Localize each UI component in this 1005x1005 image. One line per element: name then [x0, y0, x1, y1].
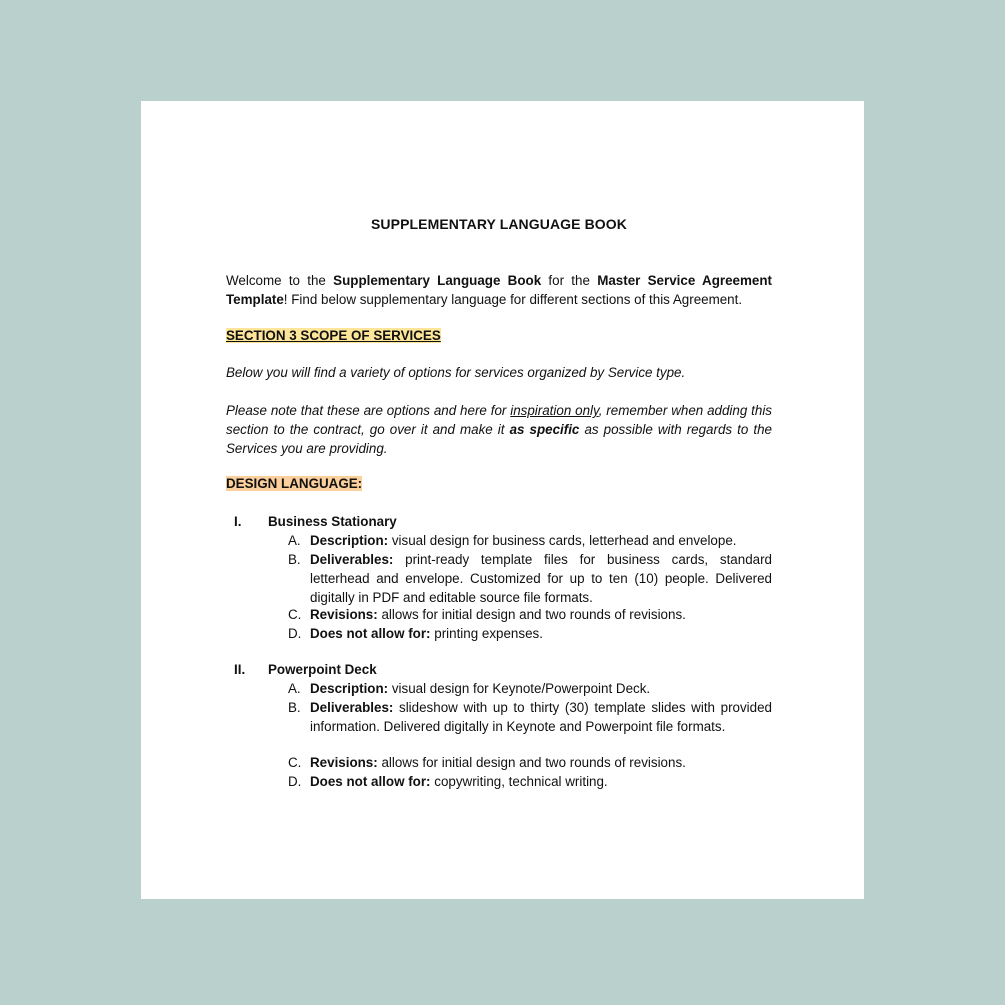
item-title: Powerpoint Deck	[268, 662, 377, 677]
sub-letter: A.	[288, 533, 301, 548]
sub-item-revisions	[310, 753, 772, 772]
sub-label: Revisions:	[310, 755, 378, 770]
intro-text-1: Welcome to the	[226, 273, 334, 288]
note-text-2: , remember when adding this section to the contract, go over it and make it	[226, 403, 772, 437]
sub-letter: D.	[288, 774, 302, 789]
item-title: Business Stationary	[268, 514, 397, 529]
sub-label: Does not allow for:	[310, 626, 431, 641]
section-3-heading: SECTION 3 SCOPE OF SERVICES	[226, 328, 441, 343]
sub-letter: C.	[288, 607, 302, 622]
sub-letter: C.	[288, 755, 302, 770]
sub-text: allows for initial design and two rounds of revisions.	[377, 755, 686, 770]
document-page	[141, 101, 864, 899]
sub-item-not-allowed	[310, 624, 772, 643]
intro-bold-2: Master Service Agreement Template	[226, 273, 772, 307]
sub-item-not-allowed	[310, 772, 772, 791]
sub-label: Deliverables:	[310, 700, 394, 715]
sub-text: visual design for Keynote/Powerpoint Deck.	[388, 681, 651, 696]
intro-paragraph	[226, 271, 772, 309]
intro-text-3: ! Find below supplementary language for different sections of this Agreement.	[283, 292, 743, 307]
sub-text: visual design for business cards, letterhead and envelope.	[388, 533, 737, 548]
note-text-3: as possible with regards to the Services you are providing.	[226, 422, 773, 456]
item-numeral: I.	[234, 514, 242, 529]
item-numeral: II.	[234, 662, 246, 677]
sub-text: slideshow with up to thirty (30) template slides with provided information. Delivered digitally in Keynote and Powerpoint file formats.	[310, 700, 772, 734]
sub-item-deliverables	[310, 550, 772, 607]
sub-text: print-ready template files for business cards, standard letterhead and envelope. Customized for up to ten (10) people. Delivered digitally in PDF and editable source file formats.	[310, 552, 772, 605]
sub-label: Description:	[310, 533, 389, 548]
note-bold: as specific	[509, 422, 580, 437]
sub-letter: A.	[288, 681, 301, 696]
note-paragraph	[226, 401, 772, 458]
sub-letter: D.	[288, 626, 302, 641]
intro-text-2: for the	[541, 273, 598, 288]
sub-label: Revisions:	[310, 607, 378, 622]
sub-label: Deliverables:	[310, 552, 394, 567]
sub-text: allows for initial design and two rounds of revisions.	[377, 607, 686, 622]
sub-text: copywriting, technical writing.	[430, 774, 608, 789]
document-title: SUPPLEMENTARY LANGUAGE BOOK	[370, 216, 627, 232]
below-text: Below you will find a variety of options for services organized by Service type.	[226, 365, 686, 380]
note-underline: inspiration only	[510, 403, 599, 418]
sub-letter: B.	[288, 700, 301, 715]
design-heading-line	[226, 474, 772, 493]
sub-item-description	[310, 679, 772, 698]
note-text-1: Please note that these are options and here for	[226, 403, 511, 418]
sub-item-revisions	[310, 605, 772, 624]
sub-item-deliverables	[310, 698, 772, 736]
design-language-heading: DESIGN LANGUAGE:	[226, 476, 363, 491]
sub-label: Does not allow for:	[310, 774, 431, 789]
intro-bold-1: Supplementary Language Book	[333, 273, 542, 288]
sub-item-description	[310, 531, 772, 550]
sub-text: printing expenses.	[430, 626, 543, 641]
sub-letter: B.	[288, 552, 301, 567]
sub-label: Description:	[310, 681, 389, 696]
section-3-heading-line	[226, 326, 772, 345]
